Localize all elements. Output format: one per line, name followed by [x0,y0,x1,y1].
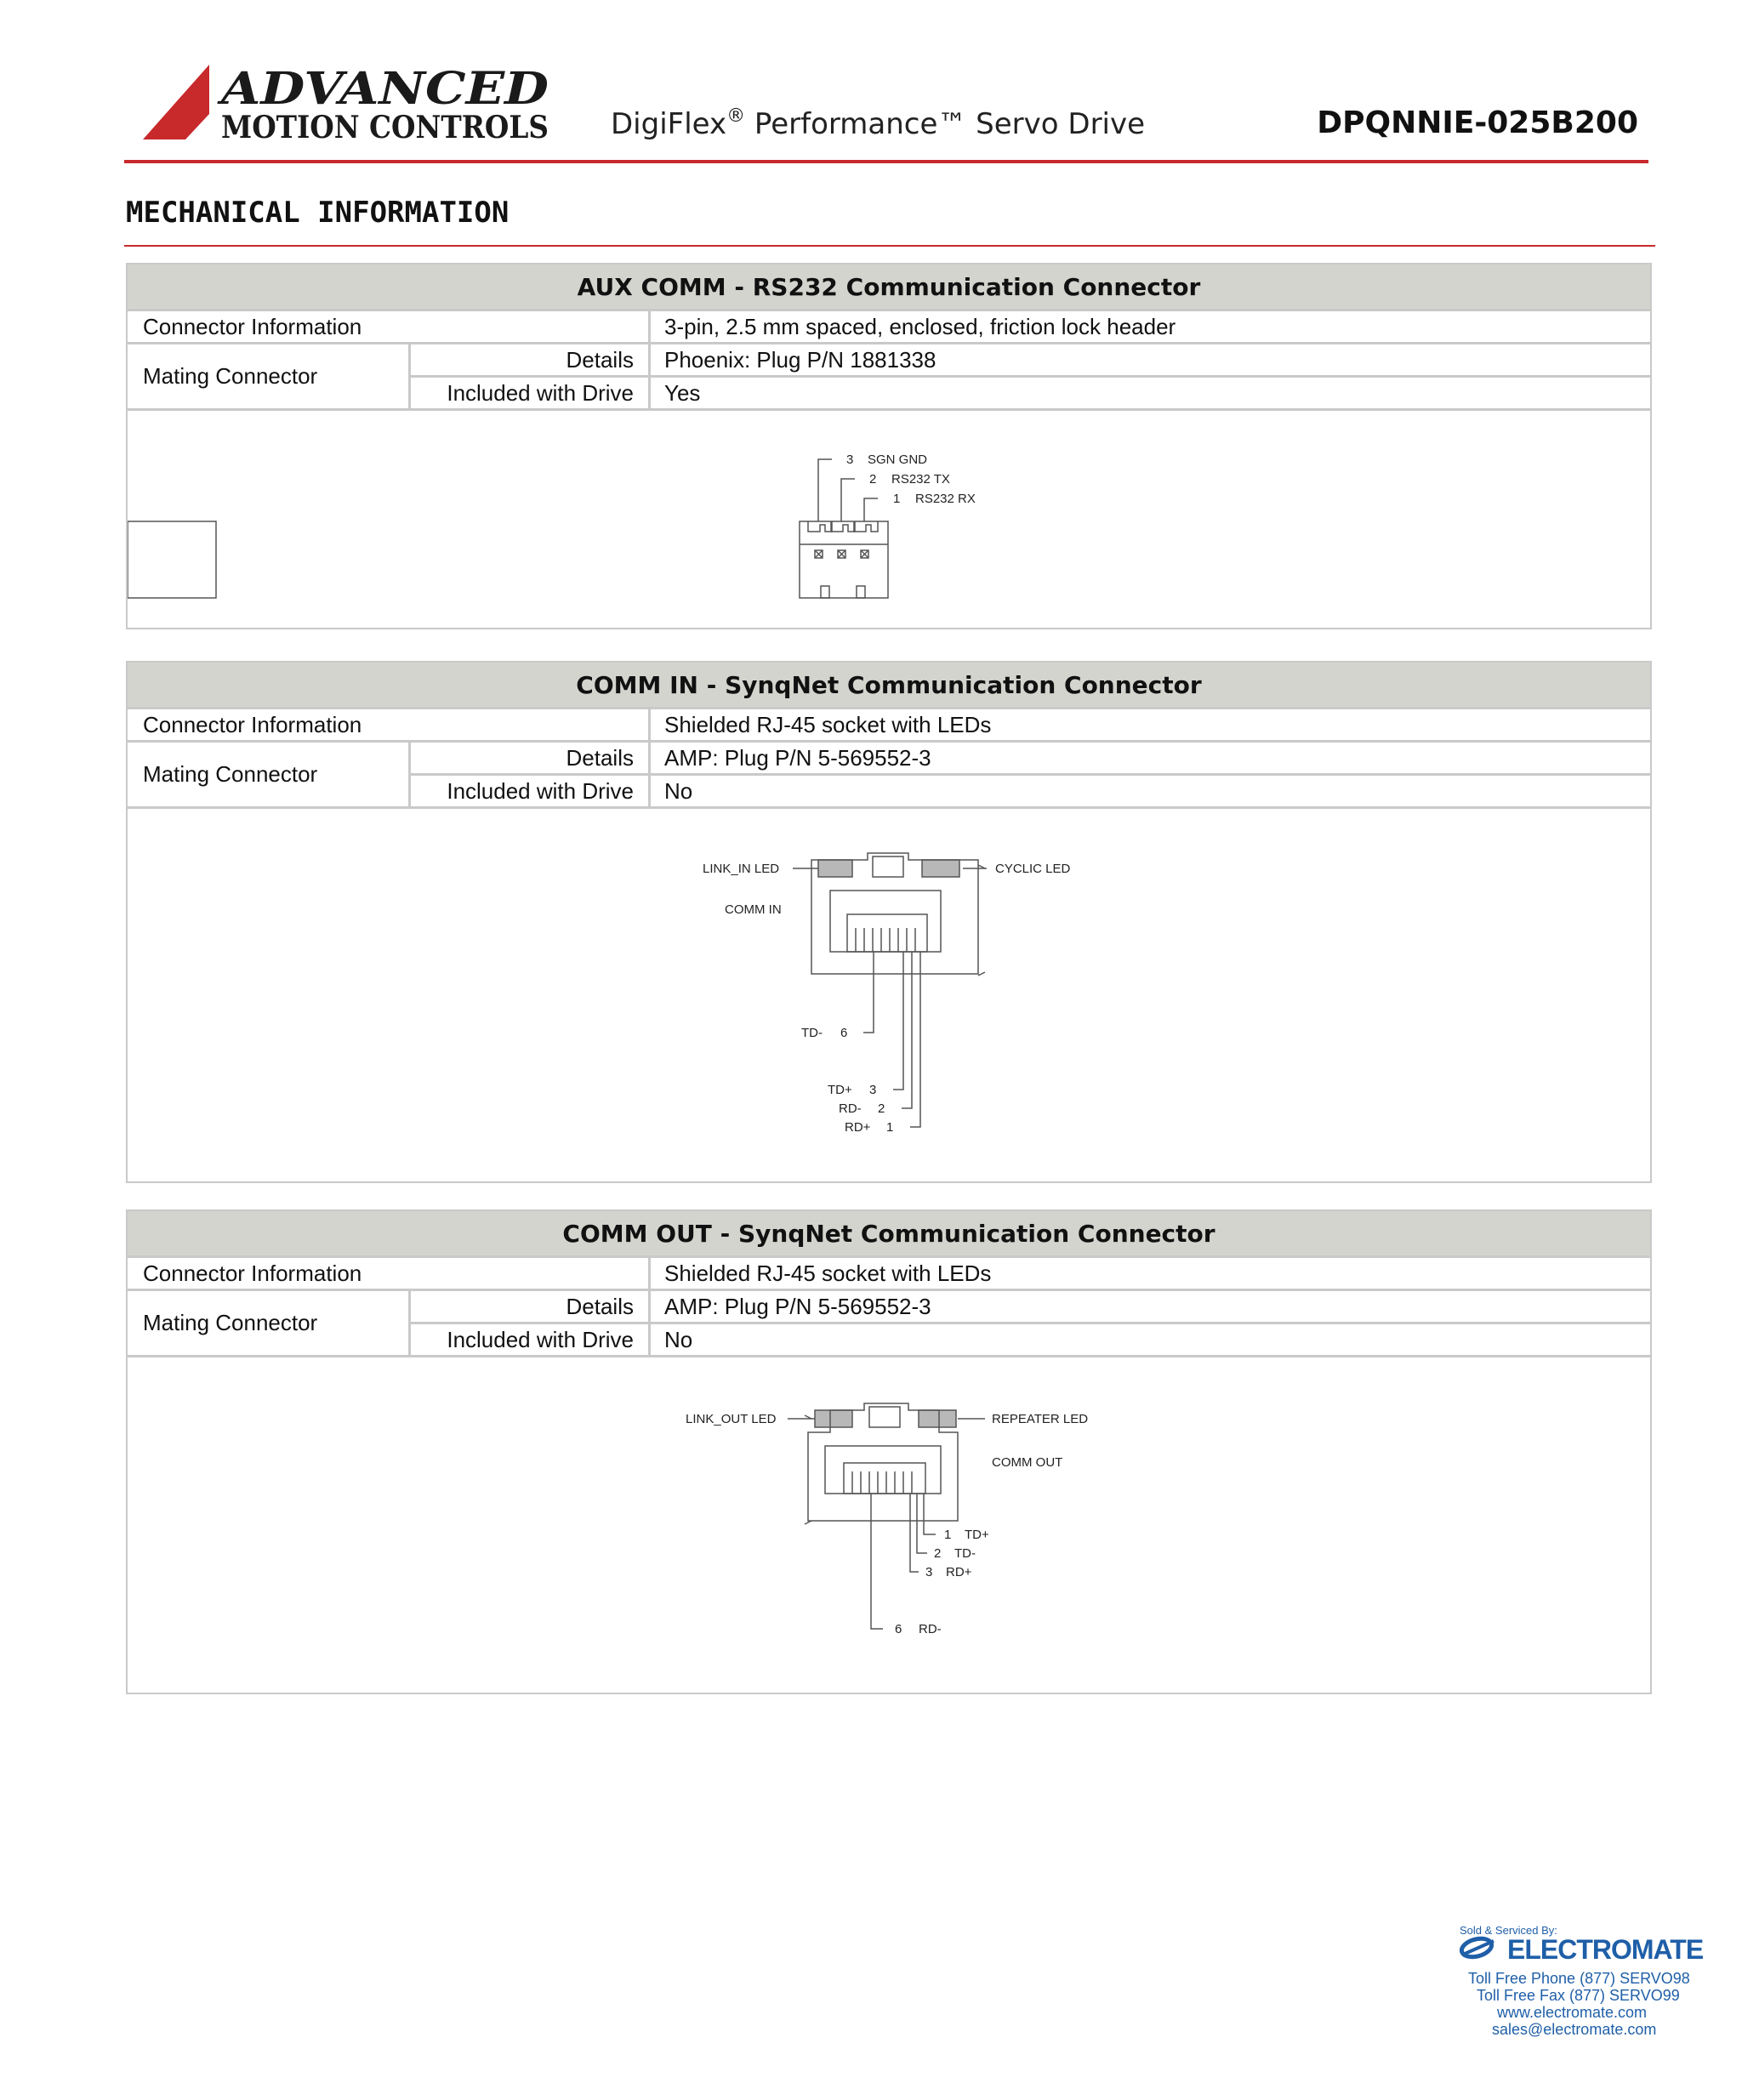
pin-num: 1 [944,1528,952,1542]
pin-name: TD- [801,1026,823,1040]
pin-name: TD- [954,1546,976,1561]
pin-name: RD- [919,1622,942,1636]
table-title: COMM OUT - SynqNet Communication Connector [128,1211,1650,1255]
details-value: AMP: Plug P/N 5-569552-3 [648,740,1650,773]
connector-figure [128,1355,1650,1693]
connector-info-value: 3-pin, 2.5 mm spaced, enclosed, friction lock header [648,309,1650,342]
included-label: Included with Drive [408,1322,648,1355]
included-value: No [648,773,1650,806]
pin-num: 2 [878,1101,885,1116]
product-subtitle: DigiFlex® Performance™ Servo Drive [611,105,1146,141]
footer-website[interactable]: www.electromate.com [1497,2004,1648,2021]
section-divider [124,245,1655,247]
connector-info-value: Shielded RJ-45 socket with LEDs [648,1255,1650,1289]
details-label: Details [408,342,648,375]
connector-figure [128,408,1650,628]
pin-num: 3 [869,1083,877,1097]
header-divider [124,160,1648,163]
pin-num: 6 [840,1026,848,1040]
pin-name: RD+ [946,1565,972,1579]
led-label-right: CYCLIC LED [995,862,1071,876]
details-value: AMP: Plug P/N 5-569552-3 [648,1289,1650,1322]
comm-out-table [126,1209,1652,1694]
details-value: Phoenix: Plug P/N 1881338 [648,342,1650,375]
pin-num: 6 [895,1622,902,1636]
footer-fax: Toll Free Fax (877) SERVO99 [1477,1987,1680,2004]
pin-name: RS232 RX [915,492,976,506]
pin-name: TD+ [828,1083,852,1097]
pin-num: 3 [846,452,854,467]
port-label: COMM IN [725,902,782,917]
footer-email[interactable]: sales@electromate.com [1492,2021,1657,2038]
connector-figure [128,806,1650,1181]
included-value: No [648,1322,1650,1355]
port-label: COMM OUT [992,1455,1063,1470]
comm-in-rj45-diagram [128,809,1650,1181]
company-logo [143,65,560,143]
mating-connector-label: Mating Connector [128,342,408,408]
table-title: COMM IN - SynqNet Communication Connector [128,663,1650,707]
details-label: Details [408,1289,648,1322]
sold-by-label: Sold & Serviced By: [1460,1924,1557,1937]
pin-name: SGN GND [868,452,928,467]
included-label: Included with Drive [408,773,648,806]
connector-info-label: Connector Information [128,707,648,740]
connector-info-value: Shielded RJ-45 socket with LEDs [648,707,1650,740]
connector-info-label: Connector Information [128,1255,648,1289]
aux-comm-table [126,263,1652,629]
led-label-right: REPEATER LED [992,1412,1089,1426]
rs232-pinout-diagram [128,411,1650,628]
comm-out-rj45-diagram [128,1357,1650,1693]
pin-num: 2 [869,472,877,487]
section-title: MECHANICAL INFORMATION [126,196,510,230]
logo-line2: MOTION CONTROLS [221,110,549,143]
pin-num: 3 [925,1565,933,1579]
logo-line1: ADVANCED [216,65,549,115]
pin-name: RD- [839,1101,862,1116]
footer-phone: Toll Free Phone (877) SERVO98 [1468,1970,1690,1987]
electromate-logo-text: ELECTROMATE [1507,1934,1704,1965]
included-value: Yes [648,375,1650,408]
led-label-left: LINK_IN LED [703,862,780,876]
model-number: DPQNNIE-025B200 [1317,105,1638,140]
pin-name: TD+ [965,1528,989,1542]
pin-num: 2 [934,1546,942,1561]
pin-num: 1 [886,1120,894,1135]
connector-info-label: Connector Information [128,309,648,342]
details-label: Details [408,740,648,773]
table-title: AUX COMM - RS232 Communication Connector [128,265,1650,309]
mating-connector-label: Mating Connector [128,740,408,806]
comm-in-table [126,661,1652,1183]
led-label-left: LINK_OUT LED [686,1412,777,1426]
mating-connector-label: Mating Connector [128,1289,408,1355]
pin-name: RD+ [845,1120,871,1135]
pin-name: RS232 TX [891,472,950,487]
electromate-swoosh-icon [1458,1936,1499,1960]
pin-num: 1 [893,492,901,506]
included-label: Included with Drive [408,375,648,408]
